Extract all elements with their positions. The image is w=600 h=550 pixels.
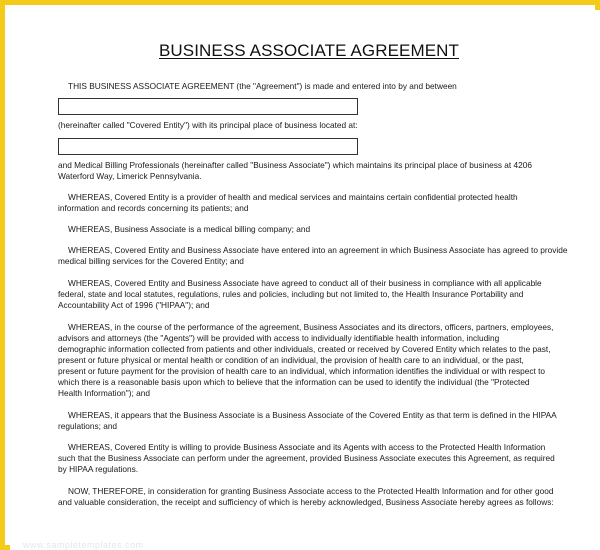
- whereas-4-line: WHEREAS, Covered Entity and Business Associate have agreed to conduct all of their business in compliance with all applicable: [68, 278, 542, 288]
- whereas-7-line: by HIPAA regulations.: [58, 464, 139, 474]
- whereas-5-line: present or future payment for the provision of health care to an individual, which information identifies the individual or with respect to: [58, 366, 546, 376]
- covered-entity-address-field[interactable]: [58, 138, 358, 155]
- whereas-5-line: advisors and attorneys (the "Agents") will be provided with access to individually identifiable health information, including: [58, 333, 500, 343]
- whereas-5-line: WHEREAS, in the course of the performance of the agreement, Business Associates and its directors, officers, partners, employees,: [68, 322, 554, 332]
- whereas-5-line: demographic information collected from patients and other individuals, created or received by Covered Entity which relates to the past,: [58, 344, 551, 354]
- whereas-3-line: WHEREAS, Covered Entity and Business Associate have entered into an agreement in which Business Associate has agreed to provide: [68, 245, 568, 255]
- document-page: [10, 10, 600, 550]
- now-therefore-line: NOW, THEREFORE, in consideration for granting Business Associate access to the Protected Health Information and for other good: [68, 486, 554, 496]
- intro-text: THIS BUSINESS ASSOCIATE AGREEMENT (the "Agreement") is made and entered into by and between: [68, 81, 457, 91]
- whereas-2-line: WHEREAS, Business Associate is a medical billing company; and: [68, 224, 311, 234]
- hereinafter-text: (hereinafter called "Covered Entity") with its principal place of business located at:: [58, 120, 358, 130]
- whereas-7-line: such that the Business Associate can perform under the agreement, provided Business Associate executes this Agreement, as required: [58, 453, 555, 463]
- whereas-5-line: Health Information"); and: [58, 388, 150, 398]
- whereas-1-line: WHEREAS, Covered Entity is a provider of health and medical services and maintains certain confidential protected health: [68, 192, 518, 202]
- whereas-7-line: WHEREAS, Covered Entity is willing to provide Business Associate and its Agents with access to the Protected Health Information: [68, 442, 546, 452]
- watermark-text: www.sampletemplates.com: [23, 540, 144, 550]
- whereas-5-line: which there is a reasonable basis upon which to believe that the information can be used to identify the individual (the "Protected: [58, 377, 530, 387]
- whereas-3-line: medical billing services for the Covered Entity; and: [58, 256, 244, 266]
- whereas-4-line: federal, state and local statutes, regulations, rules and policies, including but not limited to, the Health Insurance Portability and: [58, 289, 524, 299]
- document-title: BUSINESS ASSOCIATE AGREEMENT: [158, 41, 460, 60]
- associate-paragraph-line: and Medical Billing Professionals (hereinafter called "Business Associate") which maintains its principal place of business at 4206: [58, 160, 532, 170]
- whereas-6-line: regulations; and: [58, 421, 118, 431]
- associate-paragraph-line: Waterford Way, Limerick Pennsylvania.: [58, 171, 202, 181]
- whereas-1-line: information and records concerning its patients; and: [58, 203, 249, 213]
- whereas-5-line: present or future physical or mental health or condition of an individual, the provision of health care to an individual, or the past,: [58, 355, 524, 365]
- now-therefore-line: and valuable consideration, the receipt and sufficiency of which is hereby acknowledged, Business Associate hereby agrees as follows:: [58, 497, 554, 507]
- whereas-4-line: Accountability Act of 1996 ("HIPAA"); and: [58, 300, 210, 310]
- covered-entity-name-field[interactable]: [58, 98, 358, 115]
- whereas-6-line: WHEREAS, it appears that the Business Associate is a Business Associate of the Covered Entity as that term is defined in the HIPAA: [68, 410, 557, 420]
